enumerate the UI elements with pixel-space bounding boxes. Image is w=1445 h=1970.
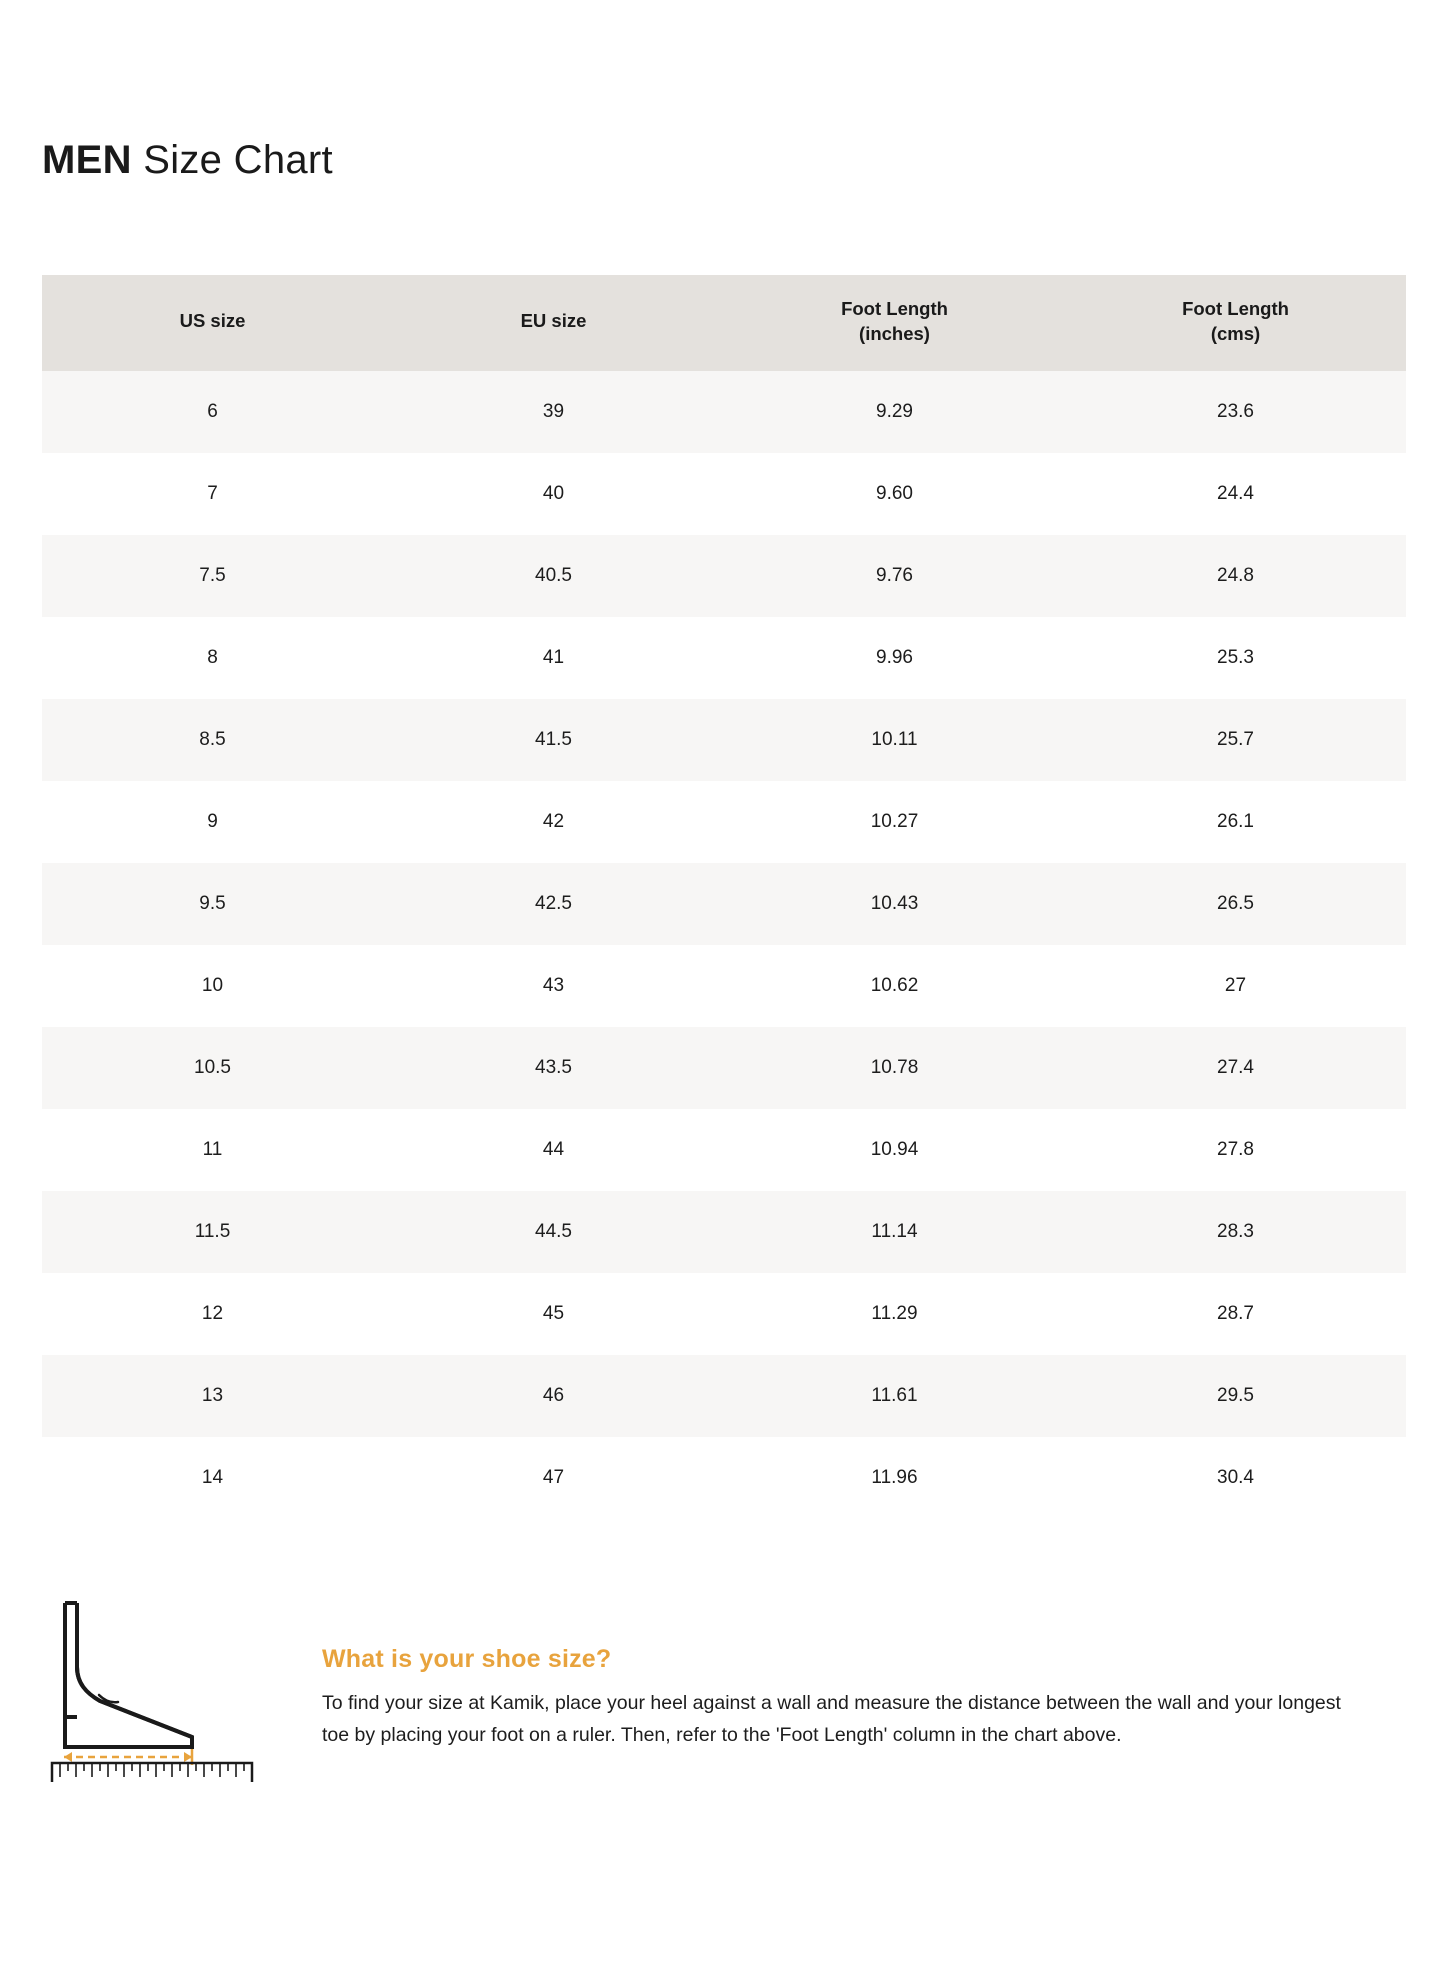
cell-us-size: 8.5 [42, 699, 383, 781]
column-header-us-size [42, 275, 383, 371]
cell-foot-length-cms: 29.5 [1065, 1355, 1406, 1437]
cell-eu-size: 45 [383, 1273, 724, 1355]
cell-us-size: 11 [42, 1109, 383, 1191]
cell-foot-length-cms: 28.3 [1065, 1191, 1406, 1273]
foot-on-ruler-illustration [42, 1591, 262, 1787]
table-row [42, 1437, 1406, 1519]
cell-us-size: 8 [42, 617, 383, 699]
table-row [42, 1191, 1406, 1273]
page-title [42, 0, 1405, 183]
cell-us-size: 14 [42, 1437, 383, 1519]
cell-foot-length-cms: 30.4 [1065, 1437, 1406, 1519]
cell-foot-length-cms: 27.8 [1065, 1109, 1406, 1191]
cell-us-size: 11.5 [42, 1191, 383, 1273]
table-row [42, 1027, 1406, 1109]
cell-eu-size: 47 [383, 1437, 724, 1519]
column-header-line2: (inches) [859, 322, 930, 344]
cell-foot-length-cms: 25.3 [1065, 617, 1406, 699]
cell-foot-length-cms: 26.1 [1065, 781, 1406, 863]
cell-us-size: 12 [42, 1273, 383, 1355]
cell-eu-size: 43.5 [383, 1027, 724, 1109]
column-header-line1: Foot Length [1182, 298, 1289, 319]
cell-foot-length-inches: 10.94 [724, 1109, 1065, 1191]
cell-us-size: 10.5 [42, 1027, 383, 1109]
cell-foot-length-cms: 26.5 [1065, 863, 1406, 945]
page-title-rest: Size Chart [131, 138, 333, 182]
cell-us-size: 7 [42, 453, 383, 535]
table-row [42, 1109, 1406, 1191]
cell-foot-length-inches: 11.29 [724, 1273, 1065, 1355]
cell-foot-length-inches: 10.11 [724, 699, 1065, 781]
cell-us-size: 10 [42, 945, 383, 1027]
cell-us-size: 6 [42, 371, 383, 453]
table-row [42, 781, 1406, 863]
table-row [42, 371, 1406, 453]
cell-foot-length-inches: 10.43 [724, 863, 1065, 945]
table-row [42, 1273, 1406, 1355]
table-row [42, 699, 1406, 781]
cell-foot-length-inches: 9.96 [724, 617, 1065, 699]
cell-foot-length-inches: 10.78 [724, 1027, 1065, 1109]
cell-eu-size: 46 [383, 1355, 724, 1437]
cell-foot-length-inches: 10.27 [724, 781, 1065, 863]
column-header-foot-length-inches [724, 275, 1065, 371]
footer-heading: What is your shoe size? [322, 1644, 612, 1673]
table-row [42, 617, 1406, 699]
cell-foot-length-cms: 25.7 [1065, 699, 1406, 781]
cell-foot-length-cms: 27.4 [1065, 1027, 1406, 1109]
page-title-wrap [40, 0, 1405, 183]
cell-eu-size: 42.5 [383, 863, 724, 945]
cell-eu-size: 41 [383, 617, 724, 699]
cell-eu-size: 43 [383, 945, 724, 1027]
footer-section [42, 1591, 1405, 1787]
cell-eu-size: 41.5 [383, 699, 724, 781]
cell-foot-length-cms: 28.7 [1065, 1273, 1406, 1355]
cell-foot-length-cms: 24.8 [1065, 535, 1406, 617]
cell-foot-length-cms: 27 [1065, 945, 1406, 1027]
cell-foot-length-cms: 24.4 [1065, 453, 1406, 535]
column-header-eu-size [383, 275, 724, 371]
cell-eu-size: 40.5 [383, 535, 724, 617]
column-header-line1: Foot Length [841, 298, 948, 319]
cell-eu-size: 39 [383, 371, 724, 453]
cell-us-size: 13 [42, 1355, 383, 1437]
cell-foot-length-inches: 11.61 [724, 1355, 1065, 1437]
table-row [42, 1355, 1406, 1437]
table-row [42, 945, 1406, 1027]
cell-foot-length-inches: 11.14 [724, 1191, 1065, 1273]
cell-eu-size: 44 [383, 1109, 724, 1191]
cell-us-size: 9.5 [42, 863, 383, 945]
column-header-line1: EU size [520, 310, 587, 332]
cell-us-size: 9 [42, 781, 383, 863]
table-row [42, 535, 1406, 617]
cell-foot-length-inches: 10.62 [724, 945, 1065, 1027]
footer-text-block [322, 1591, 1352, 1751]
cell-eu-size: 44.5 [383, 1191, 724, 1273]
cell-foot-length-inches: 9.76 [724, 535, 1065, 617]
table-header-row [42, 275, 1406, 371]
cell-eu-size: 42 [383, 781, 724, 863]
column-header-line1: US size [179, 310, 246, 332]
column-header-line2: (cms) [1210, 322, 1261, 344]
cell-foot-length-inches: 9.60 [724, 453, 1065, 535]
size-chart-table [42, 275, 1406, 1519]
table-row [42, 453, 1406, 535]
table-row [42, 863, 1406, 945]
cell-us-size: 7.5 [42, 535, 383, 617]
cell-foot-length-cms: 23.6 [1065, 371, 1406, 453]
column-header-foot-length-cms [1065, 275, 1406, 371]
cell-foot-length-inches: 11.96 [724, 1437, 1065, 1519]
cell-foot-length-inches: 9.29 [724, 371, 1065, 453]
footer-body: To find your size at Kamik, place your heel against a wall and measure the distance between the wall and your longest toe by placing your foot on a ruler. Then, refer to the 'Foot Length' column in the chart above. [322, 1691, 1341, 1746]
page-title-bold: MEN [42, 138, 132, 182]
cell-eu-size: 40 [383, 453, 724, 535]
